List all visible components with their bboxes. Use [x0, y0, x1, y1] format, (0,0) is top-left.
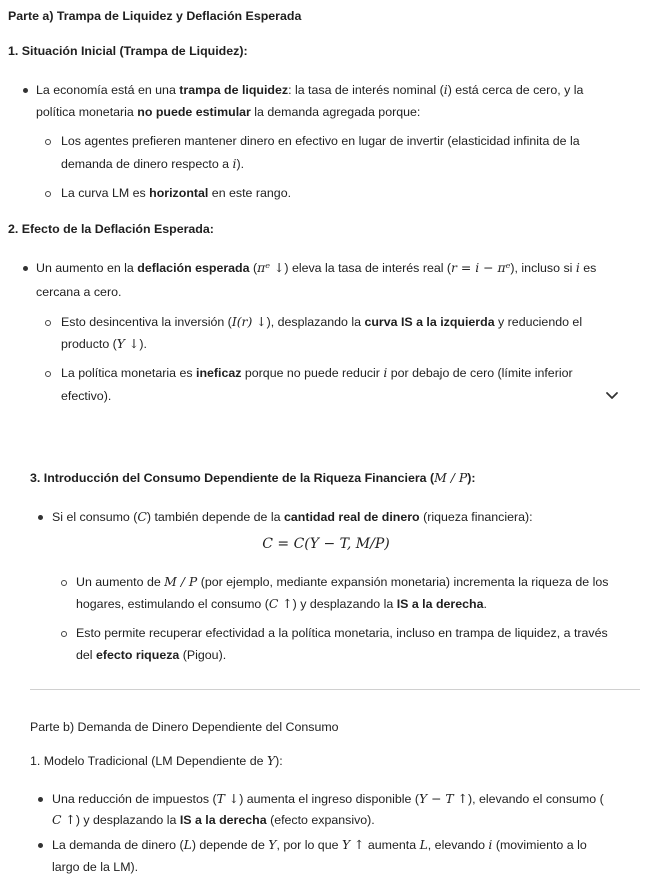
text: por debajo de cero (límite inferior: [387, 366, 573, 380]
text: , elevando: [427, 838, 489, 852]
part-b-section-1-title: [30, 753, 283, 769]
text: La economía está en una: [36, 83, 180, 97]
text: y reduciendo el: [494, 315, 583, 329]
paragraph-line: [61, 365, 573, 381]
text: hogares, estimulando el consumo (: [76, 597, 269, 611]
text: Un aumento en la: [36, 261, 138, 275]
math: ᵉ: [505, 260, 511, 275]
paragraph-line: efectivo).: [61, 389, 112, 403]
paragraph-line: cercana a cero.: [36, 285, 122, 299]
text: ), incluso si: [510, 261, 576, 275]
text: (Pigou).: [179, 648, 227, 662]
emphasis: no puede estimular: [137, 105, 251, 119]
section-1-title: 1. Situación Inicial (Trampa de Liquidez):: [8, 44, 248, 58]
emphasis: efecto riqueza: [95, 648, 180, 662]
text: ), elevando el consumo (: [468, 792, 604, 806]
text: ).: [139, 337, 147, 351]
part-a-title: Parte a) Trampa de Liquidez y Deflación Esperada: [8, 9, 302, 23]
math: C ↑: [268, 596, 293, 611]
paragraph-line: [36, 82, 583, 98]
math: i: [383, 365, 388, 380]
text: política monetaria: [36, 105, 138, 119]
chevron-down-icon[interactable]: [600, 385, 624, 407]
math: M / P: [164, 574, 198, 589]
text: ) y desplazando la: [292, 597, 397, 611]
paragraph-line: [76, 574, 608, 590]
math: Y: [266, 753, 276, 768]
sub-bullet-icon: [45, 191, 51, 197]
text: ) eleva la tasa de interés real (: [284, 261, 452, 275]
text: (: [249, 261, 258, 275]
math: i: [575, 260, 580, 275]
math: i: [443, 82, 448, 97]
sub-bullet-icon: [45, 320, 51, 326]
paragraph-line: [52, 837, 587, 853]
math: i: [488, 837, 493, 852]
text: ), desplazando la: [266, 315, 365, 329]
math: T ↓: [216, 791, 240, 806]
section-3-title: [30, 470, 475, 486]
bullet-icon: [38, 843, 43, 848]
math: Y − T ↑: [418, 791, 469, 806]
math: L: [419, 837, 428, 852]
sub-bullet-icon: [61, 580, 67, 586]
bullet-icon: [23, 266, 28, 271]
bullet-icon: [38, 515, 43, 520]
paragraph-line: [61, 156, 244, 172]
text: 3. Introducción del Consumo Dependiente de la Riqueza Financiera (: [30, 471, 435, 485]
text: demanda de dinero respecto a: [61, 157, 233, 171]
text: ).: [236, 157, 245, 171]
text: , por lo que: [276, 838, 342, 852]
paragraph-line: Esto permite recuperar efectividad a la política monetaria, incluso en trampa de liquidez, a través: [76, 626, 608, 640]
sub-bullet-icon: [45, 139, 51, 145]
math: Y: [268, 837, 277, 852]
text: .: [483, 597, 487, 611]
text: : la tasa de interés nominal (: [288, 83, 444, 97]
text: La curva LM es: [61, 186, 150, 200]
paragraph-line: [52, 791, 604, 807]
text: del: [76, 648, 96, 662]
paragraph-line: [36, 260, 596, 276]
paragraph-line: [76, 647, 226, 663]
paragraph-line: [61, 185, 291, 201]
math: I(r) ↓: [231, 314, 267, 329]
emphasis: cantidad real de dinero: [283, 510, 420, 524]
emphasis: IS a la derecha: [396, 597, 484, 611]
text: (por ejemplo, mediante expansión monetaria) incrementa la riqueza de los: [197, 575, 609, 589]
math: r = i − π: [451, 260, 506, 275]
math: i: [232, 156, 237, 171]
math: C: [137, 509, 147, 524]
math: π: [257, 260, 266, 275]
math: Y ↑: [341, 837, 365, 852]
text: porque no puede reducir: [241, 366, 384, 380]
section-2-title: 2. Efecto de la Deflación Esperada:: [8, 222, 214, 236]
text: ) y desplazando la: [75, 813, 180, 827]
text: (movimiento a lo: [492, 838, 587, 852]
paragraph-line: [61, 314, 582, 330]
paragraph-line: [76, 596, 487, 612]
paragraph-line: [61, 336, 147, 352]
emphasis: curva IS a la izquierda: [364, 315, 495, 329]
equation: C = C(Y − T, M/P): [262, 536, 390, 552]
sub-bullet-icon: [45, 371, 51, 377]
sub-bullet-icon: [61, 631, 67, 637]
emphasis: horizontal: [149, 186, 209, 200]
bullet-icon: [38, 797, 43, 802]
text: Si el consumo (: [52, 510, 138, 524]
emphasis: IS a la derecha: [179, 813, 267, 827]
math: Y ↓: [116, 336, 140, 351]
text: (efecto expansivo).: [266, 813, 375, 827]
paragraph-line: largo de la LM).: [52, 860, 139, 874]
text: ) aumenta el ingreso disponible (: [239, 792, 419, 806]
text: (riqueza financiera):: [419, 510, 533, 524]
text: la demanda agregada porque:: [250, 105, 421, 119]
bullet-icon: [23, 88, 28, 93]
text: es: [579, 261, 597, 275]
text: 1. Modelo Tradicional (LM Dependiente de: [30, 754, 267, 768]
text: ):: [275, 754, 283, 768]
text: producto (: [61, 337, 117, 351]
text: Esto desincentiva la inversión (: [61, 315, 232, 329]
math: L: [183, 837, 192, 852]
text: en este rango.: [208, 186, 292, 200]
emphasis: trampa de liquidez: [179, 83, 289, 97]
text: Un aumento de: [76, 575, 165, 589]
text: Una reducción de impuestos (: [52, 792, 217, 806]
text: ) también depende de la: [146, 510, 284, 524]
math: C ↑: [52, 812, 76, 827]
text: ) está cerca de cero, y la: [447, 83, 584, 97]
text: aumenta: [364, 838, 420, 852]
paragraph-line: [52, 509, 533, 525]
paragraph-line: [36, 104, 420, 120]
paragraph-line: [52, 812, 375, 828]
math: M / P: [434, 470, 468, 485]
emphasis: ineficaz: [196, 366, 242, 380]
divider: [30, 689, 640, 690]
part-b-title: Parte b) Demanda de Dinero Dependiente del Consumo: [30, 720, 339, 734]
math: ᵉ ↓: [265, 260, 285, 275]
text: La demanda de dinero (: [52, 838, 184, 852]
emphasis: deflación esperada: [137, 261, 250, 275]
text: ):: [467, 471, 476, 485]
paragraph-line: Los agentes prefieren mantener dinero en efectivo en lugar de invertir (elasticidad infinita de la: [61, 134, 580, 148]
text: La política monetaria es: [61, 366, 196, 380]
text: ) depende de: [191, 838, 269, 852]
